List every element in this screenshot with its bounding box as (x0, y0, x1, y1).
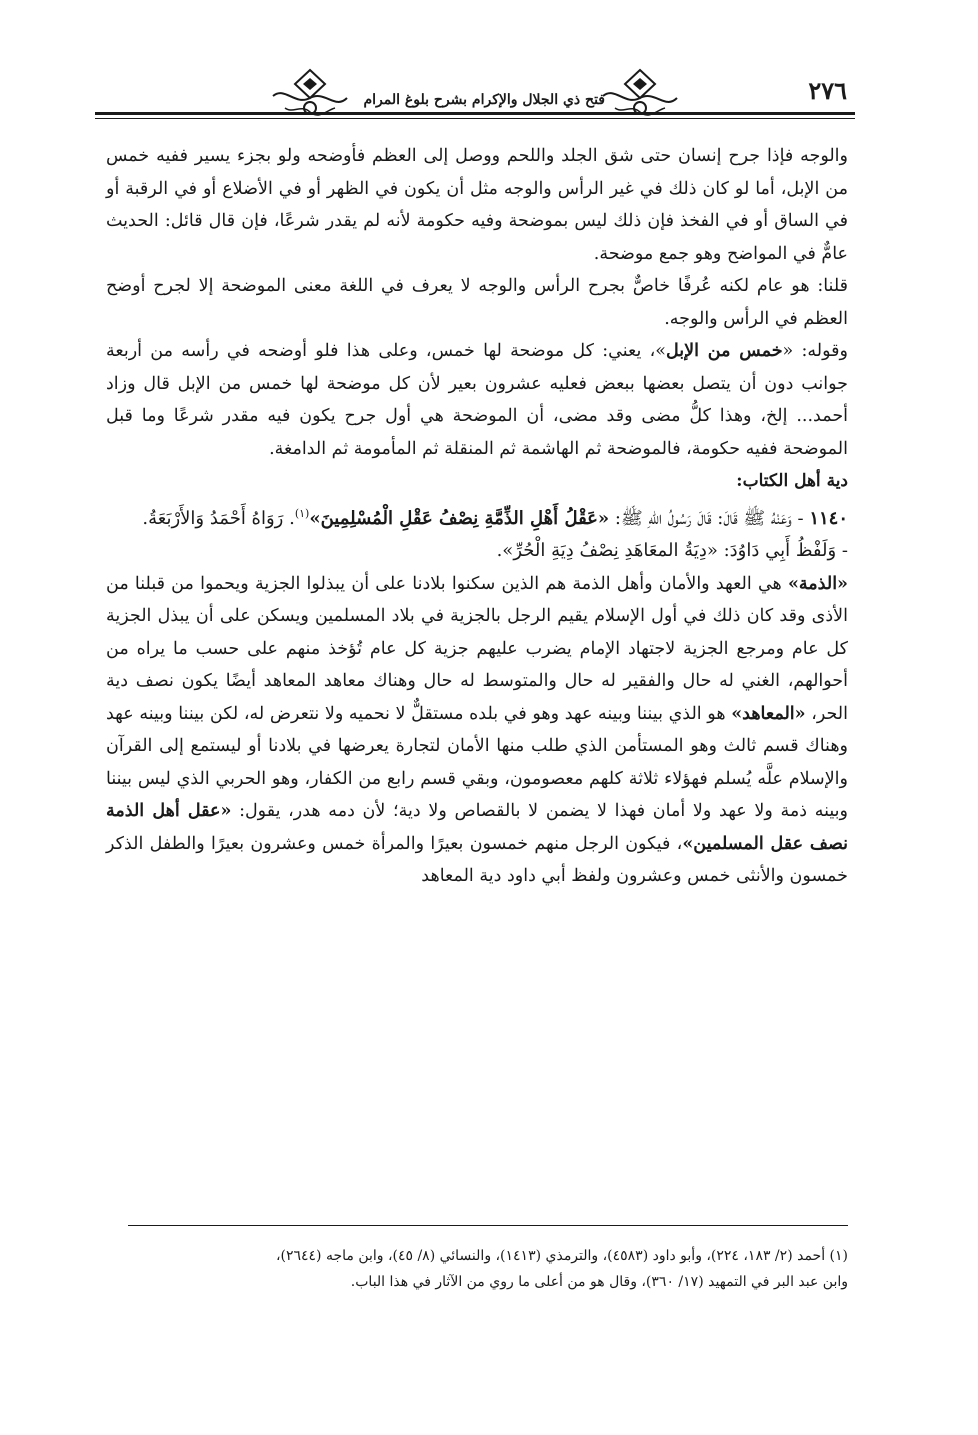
page-header (95, 62, 855, 124)
p3-quote: خمس من الإبل (665, 341, 783, 361)
right-ornament-icon (595, 66, 685, 124)
section-heading: دية أهل الكتاب: (736, 471, 848, 491)
quote-aql: «عقل أهل الذمة نصف عقل المسلمين» (106, 801, 848, 854)
p4-part-a: هي العهد والأمان وأهل الذمة هم الذين سكنوا بلادنا على أن يبذلوا الجزية ويحموا من قبلنا من الأذى وقد كان ذلك في أول الإسلام يقيم الرجل بالجزية في بلاد المسلمين ويسكن على أن يبذل الجزية كل عام ومرجع الجزية لاجتهاد الإمام يضرب عليهم جزية كل عام تُؤخذ منهم على حسب ما يراه من أحوالهم، الغني له حال والفقير له حال والمتوسط له حال وهناك معاهد المعاهد أيضًا يكون نصف دية الحر، (106, 573, 849, 724)
footnote-line-1: (١) أحمد (٢/ ١٨٣، ٢٢٤)، وأبو داود (٤٥٨٣)، والترمذي (١٤١٣)، والنسائي (٨/ ٤٥)، وابن ماجه (٢٦٤٤)، (275, 1248, 848, 1264)
running-title: فتح ذي الجلال والإكرام بشرح بلوغ المرام (363, 92, 605, 108)
header-rule-thin (95, 118, 855, 119)
hadith-1140 (106, 498, 848, 536)
hadith-quote: «عَقْلُ أَهْلِ الذِّمَّةِ نِصْفُ عَقْلِ الْمُسْلِمِينَ» (309, 507, 610, 529)
footnote-ref: (١) (294, 506, 310, 520)
left-ornament-icon (265, 66, 355, 124)
hadith-number: ١١٤٠ (809, 507, 848, 529)
main-text (106, 140, 848, 893)
hadith-variant: - وَلَفْظُ أَبِي دَاوُدَ: «دِيَةُ المعَاهَدِ نِصْفُ دِيَةِ الْحُرِّ». (496, 540, 848, 561)
footnote-divider (128, 1225, 848, 1226)
term-muahid: «المعاهد» (731, 703, 806, 724)
hadith-intro: - وَعَنْهُ ﷺ قَالَ: قَالَ رَسُولُ اللهِ ﷺ: (609, 507, 810, 529)
term-dhimma: «الذمة» (787, 573, 848, 594)
p4-part-c: ، فيكون الرجل منهم خمسون بعيرًا والمرأة خمس وعشرون بعيرًا والطفل الذكر خمسون والأنثى خمس وعشرون ولفظ أبي داود دية المعاهد (106, 833, 848, 886)
header-rule-thick (95, 112, 855, 115)
paragraph-1: والوجه فإذا جرح إنسان حتى شق الجلد واللحم ووصل إلى العظم فأوضحه ولو بجزء يسير ففيه خمس من الإبل، أما لو كان ذلك في غير الرأس والوجه مثل أن يكون في الظهر أو في الأضلاع أو في الرقبة أو في الساق أو في الفخذ فإن ذلك ليس بموضحة وفيه حكومة لأنه لم يقدر شرعًا، فإن قال قائل: الحديث عامٌّ في المواضح وهو جمع موضحة. (106, 146, 848, 264)
p3-lead: وقوله: « (782, 341, 848, 361)
hadith-tail: . رَوَاهُ أَحْمَدُ وَالأَرْبَعَةُ. (142, 507, 295, 529)
footnote-line-2: وابن عبد البر في التمهيد (١٧/ ٣٦٠)، وقال هو من أعلى ما روي من الآثار في هذا الباب. (350, 1274, 848, 1290)
p3-rest: »، يعني: كل موضحة لها خمس، وعلى هذا فلو أوضحه في رأسه من أربعة جوانب دون أن يتصل بعضها ببعض فعليه عشرون بعير لأن كل موضحة لها خمس من الإبل قال وزاد أحمد... إلخ، وهذا كلُّ مضى وقد مضى، أن الموضحة هي أول جرح يكون فيه مقدر شرعًا وما قبل الموضحة ففيه حكومة، فالموضحة ثم الهاشمة ثم المنقلة ثم المأمومة ثم الدامغة. (106, 341, 848, 459)
paragraph-4 (106, 568, 848, 893)
p4-part-b: هو الذي بيننا وبينه عهد وهو في بلده مستقلٌّ لا نحميه ولا نتعرض له، لكن بيننا وبينه عهد وهناك قسم ثالث وهو المستأمن الذي طلب منها الأمان لتجارة يعرضها في بلادنا أو ليستمع إلى القرآن والإسلام علَّه يُسلم فهؤلاء ثلاثة كلهم معصومون، وبقي قسم رابع من الكفار، وهو الحربي الذي ليس بيننا وبينه ذمة ولا عهد ولا أمان فهذا لا يضمن لا بالقصاص ولا دية؛ لأن دمه هدر، يقول: (106, 703, 848, 821)
paragraph-2: قلنا: هو عام لكنه عُرفًا خاصٌّ بجرح الرأس والوجه لا يعرف في اللغة معنى الموضحة إلا لجرح أوضح العظم في الرأس والوجه. (106, 276, 848, 329)
paragraph-3 (106, 335, 848, 465)
page-number: ٢٧٦ (808, 76, 847, 105)
footnotes (106, 1243, 848, 1295)
